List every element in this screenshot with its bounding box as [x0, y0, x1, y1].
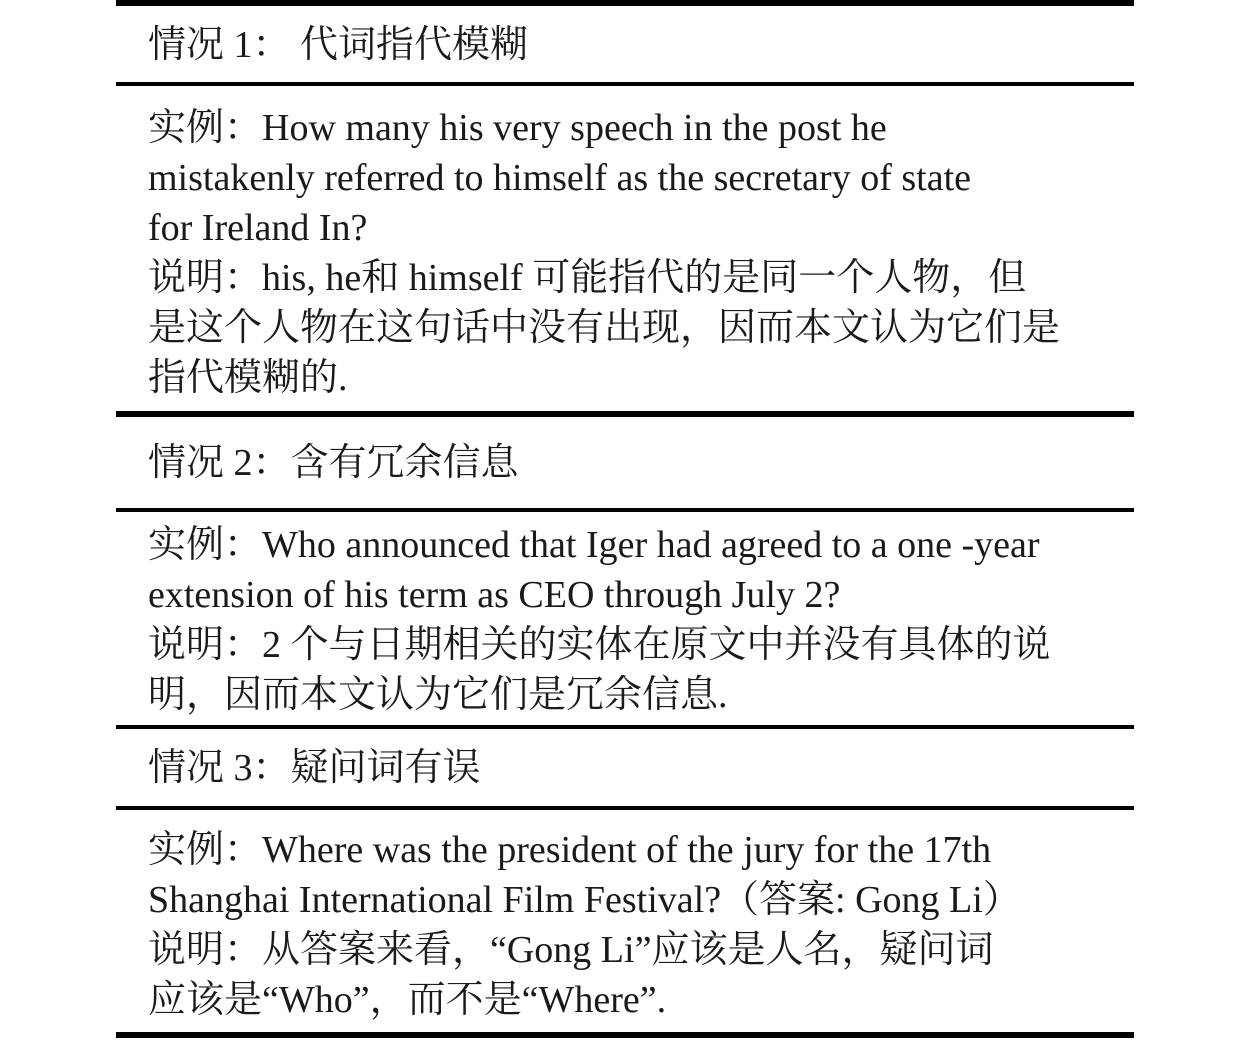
explanation-line: 是这个人物在这句话中没有出现，因而本文认为它们是	[148, 307, 1061, 349]
case-2-heading	[148, 438, 1148, 488]
case-1-bottom-rule	[116, 411, 1134, 417]
case-1-divider	[116, 82, 1134, 86]
case-heading-text: 情况 1： 代词指代模糊	[148, 24, 529, 66]
case-3-heading	[148, 743, 1148, 793]
explanation-line: 应该是“Who”，而不是“Where”.	[148, 979, 667, 1021]
case-heading-text: 情况 3：疑问词有误	[148, 747, 481, 789]
example-line: mistakenly referred to himself as the secretary of state	[148, 157, 971, 199]
top-rule	[116, 0, 1134, 6]
case-heading-text: 情况 2：含有冗余信息	[148, 442, 519, 484]
case-2-body	[148, 520, 1148, 720]
case-2-bottom-rule	[116, 725, 1134, 729]
explanation-line: 明，因而本文认为它们是冗余信息.	[148, 674, 728, 716]
example-line: 实例：Where was the president of the jury for the 17th	[148, 829, 992, 871]
example-line: Shanghai International Film Festival?（答案: Gong Li）	[148, 879, 1021, 921]
example-line: 实例：How many his very speech in the post he	[148, 107, 887, 149]
case-1-body	[148, 103, 1148, 403]
explanation-line: 指代模糊的.	[148, 357, 348, 399]
explanation-line: 说明：his, he和 himself 可能指代的是同一个人物，但	[148, 257, 1027, 299]
case-3-body	[148, 825, 1148, 1025]
example-line: for Ireland In?	[148, 207, 368, 249]
explanation-line: 说明：从答案来看，“Gong Li”应该是人名，疑问词	[148, 929, 994, 971]
case-3-divider	[116, 806, 1134, 810]
example-line: 实例：Who announced that Iger had agreed to a one -year	[148, 524, 1040, 566]
case-table	[116, 0, 1134, 1040]
case-1-heading	[148, 20, 1148, 70]
bottom-rule	[116, 1032, 1134, 1038]
explanation-line: 说明：2 个与日期相关的实体在原文中并没有具体的说	[148, 624, 1051, 666]
case-2-divider	[116, 508, 1134, 512]
example-line: extension of his term as CEO through July 2?	[148, 574, 841, 616]
